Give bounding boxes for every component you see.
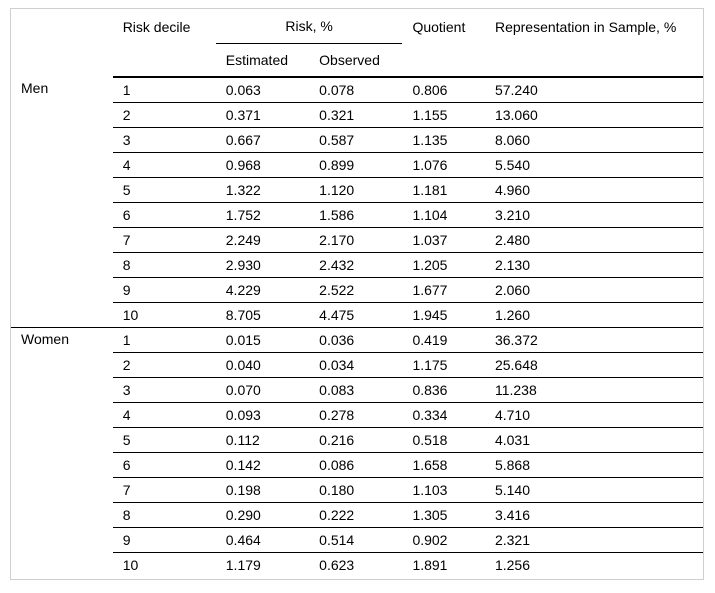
cell-decile: 5 — [113, 178, 216, 203]
cell-decile: 3 — [113, 378, 216, 403]
cell-decile: 7 — [113, 228, 216, 253]
cell-estimated: 0.112 — [216, 428, 309, 453]
cell-estimated: 8.705 — [216, 303, 309, 328]
cell-quotient: 1.103 — [402, 478, 485, 503]
cell-representation: 1.260 — [485, 303, 703, 328]
cell-representation: 13.060 — [485, 103, 703, 128]
cell-estimated: 0.464 — [216, 528, 309, 553]
cell-quotient: 1.205 — [402, 253, 485, 278]
cell-observed: 2.432 — [309, 253, 402, 278]
header-risk: Risk, % — [285, 18, 333, 34]
cell-quotient: 1.155 — [402, 103, 485, 128]
cell-decile: 9 — [113, 278, 216, 303]
cell-representation: 36.372 — [485, 328, 703, 353]
table-row — [11, 378, 703, 403]
cell-quotient: 1.076 — [402, 153, 485, 178]
cell-estimated: 0.142 — [216, 453, 309, 478]
cell-estimated: 0.093 — [216, 403, 309, 428]
cell-observed: 0.216 — [309, 428, 402, 453]
cell-representation: 25.648 — [485, 353, 703, 378]
table-row — [11, 478, 703, 503]
table-body — [11, 9, 703, 577]
group-label: Men — [21, 80, 49, 96]
cell-representation: 5.140 — [485, 478, 703, 503]
header-quotient: Quotient — [402, 9, 485, 77]
table-row — [11, 553, 703, 578]
cell-estimated: 2.930 — [216, 253, 309, 278]
cell-observed: 0.180 — [309, 478, 402, 503]
cell-representation: 2.060 — [485, 278, 703, 303]
cell-quotient: 0.334 — [402, 403, 485, 428]
cell-representation: 4.031 — [485, 428, 703, 453]
cell-decile: 6 — [113, 453, 216, 478]
cell-decile: 8 — [113, 253, 216, 278]
cell-representation: 2.130 — [485, 253, 703, 278]
cell-observed: 0.587 — [309, 128, 402, 153]
cell-representation: 11.238 — [485, 378, 703, 403]
cell-observed: 1.120 — [309, 178, 402, 203]
table-row — [11, 303, 703, 328]
table-row — [11, 428, 703, 453]
cell-quotient: 0.806 — [412, 82, 448, 98]
risk-table — [11, 9, 703, 577]
cell-observed: 4.475 — [309, 303, 402, 328]
cell-observed: 0.036 — [309, 328, 402, 353]
table-row — [11, 453, 703, 478]
cell-estimated: 0.198 — [216, 478, 309, 503]
table-row — [11, 103, 703, 128]
cell-decile: 1 — [122, 82, 131, 98]
cell-representation: 4.710 — [485, 403, 703, 428]
cell-observed: 0.623 — [309, 553, 402, 578]
table-row — [11, 228, 703, 253]
cell-quotient: 1.658 — [402, 453, 485, 478]
cell-observed: 0.086 — [309, 453, 402, 478]
group-label: Women — [11, 328, 113, 578]
cell-estimated: 0.070 — [216, 378, 309, 403]
cell-representation: 1.256 — [485, 553, 703, 578]
header-row-1 — [11, 9, 703, 44]
cell-observed: 0.078 — [319, 82, 355, 98]
cell-representation: 5.540 — [485, 153, 703, 178]
cell-decile: 9 — [113, 528, 216, 553]
cell-quotient: 0.419 — [402, 328, 485, 353]
cell-estimated: 1.322 — [216, 178, 309, 203]
table-row — [11, 403, 703, 428]
cell-quotient: 1.135 — [402, 128, 485, 153]
cell-quotient: 0.518 — [402, 428, 485, 453]
cell-quotient: 1.104 — [402, 203, 485, 228]
table-row — [11, 328, 703, 353]
cell-estimated: 0.371 — [216, 103, 309, 128]
cell-observed: 0.514 — [309, 528, 402, 553]
header-risk-decile: Risk decile — [113, 9, 216, 77]
cell-estimated: 0.040 — [216, 353, 309, 378]
cell-representation: 4.960 — [485, 178, 703, 203]
cell-decile: 8 — [113, 503, 216, 528]
cell-estimated: 1.179 — [216, 553, 309, 578]
cell-decile: 10 — [113, 303, 216, 328]
table-row — [11, 353, 703, 378]
cell-decile: 4 — [113, 153, 216, 178]
cell-estimated: 1.752 — [216, 203, 309, 228]
cell-estimated: 0.290 — [216, 503, 309, 528]
cell-decile: 10 — [113, 553, 216, 578]
cell-decile: 6 — [113, 203, 216, 228]
table-row — [11, 253, 703, 278]
cell-observed: 0.278 — [309, 403, 402, 428]
table-row — [11, 503, 703, 528]
cell-decile: 5 — [113, 428, 216, 453]
table-row — [11, 278, 703, 303]
cell-representation: 5.868 — [485, 453, 703, 478]
cell-quotient: 1.891 — [402, 553, 485, 578]
header-risk-cell — [216, 9, 403, 44]
cell-quotient: 1.175 — [402, 353, 485, 378]
cell-decile: 7 — [113, 478, 216, 503]
cell-representation: 2.321 — [485, 528, 703, 553]
cell-estimated: 0.968 — [216, 153, 309, 178]
table-row — [11, 178, 703, 203]
cell-estimated: 0.063 — [225, 82, 261, 98]
cell-quotient: 0.902 — [402, 528, 485, 553]
cell-observed: 0.034 — [309, 353, 402, 378]
table-row — [11, 77, 703, 103]
cell-decile: 4 — [113, 403, 216, 428]
cell-quotient: 1.305 — [402, 503, 485, 528]
cell-quotient: 1.181 — [402, 178, 485, 203]
cell-estimated: 2.249 — [216, 228, 309, 253]
cell-estimated: 0.015 — [216, 328, 309, 353]
cell-observed: 2.170 — [309, 228, 402, 253]
cell-observed: 0.222 — [309, 503, 402, 528]
cell-decile: 1 — [113, 328, 216, 353]
header-representation: Representation in Sample, % — [485, 9, 703, 77]
cell-decile: 3 — [113, 128, 216, 153]
cell-observed: 0.899 — [309, 153, 402, 178]
table-row — [11, 528, 703, 553]
header-group-cell — [11, 9, 113, 77]
table-frame — [10, 8, 704, 580]
cell-representation: 3.416 — [485, 503, 703, 528]
table-row — [11, 128, 703, 153]
table-row — [11, 203, 703, 228]
cell-observed: 2.522 — [309, 278, 402, 303]
cell-quotient: 0.836 — [402, 378, 485, 403]
cell-observed: 1.586 — [309, 203, 402, 228]
cell-quotient: 1.945 — [402, 303, 485, 328]
header-observed: Observed — [309, 44, 402, 78]
cell-estimated: 4.229 — [216, 278, 309, 303]
table-row — [11, 153, 703, 178]
cell-observed: 0.083 — [309, 378, 402, 403]
header-estimated: Estimated — [216, 44, 309, 78]
cell-quotient: 1.037 — [402, 228, 485, 253]
cell-observed: 0.321 — [309, 103, 402, 128]
cell-estimated: 0.667 — [216, 128, 309, 153]
cell-representation: 3.210 — [485, 203, 703, 228]
cell-representation: 2.480 — [485, 228, 703, 253]
cell-representation: 57.240 — [494, 82, 538, 98]
cell-quotient: 1.677 — [402, 278, 485, 303]
cell-decile: 2 — [113, 353, 216, 378]
cell-decile: 2 — [113, 103, 216, 128]
cell-representation: 8.060 — [485, 128, 703, 153]
